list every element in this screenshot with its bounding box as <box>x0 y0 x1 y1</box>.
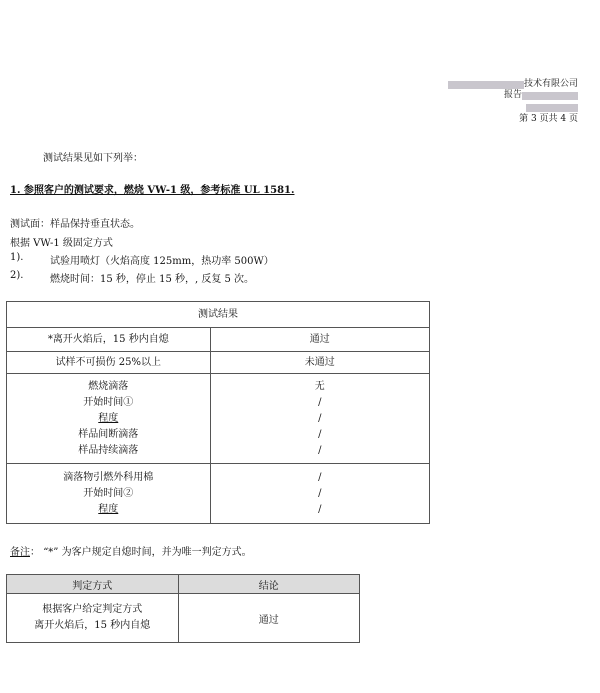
intermittent-drip-label: 样品间断滴落 <box>78 428 139 440</box>
degree-2-label: 程度 <box>98 503 119 515</box>
continuous-drip-label: 样品持续滴落 <box>78 444 139 456</box>
dripping-value: 无 <box>314 380 325 392</box>
page-number: 第 3 页共 4 页 <box>519 114 578 124</box>
test-result-table <box>6 301 430 524</box>
note <box>10 543 252 558</box>
verdict-table <box>6 574 360 643</box>
redacted-company-name <box>448 81 524 89</box>
dripping-labels-cell <box>7 374 211 464</box>
continuous-drip-value: / <box>318 444 322 456</box>
start-time-label: 开始时间① <box>83 396 134 408</box>
result-row-label: *离开火焰后，15 秒内自熄 <box>7 328 211 352</box>
start-time-2-label: 开始时间② <box>83 487 134 499</box>
start-time-value: / <box>318 396 322 408</box>
report-label: 报告 <box>503 90 522 100</box>
redacted-report-number <box>522 92 578 100</box>
note-colon: ： <box>30 547 40 558</box>
intermittent-drip-value: / <box>318 428 322 440</box>
cotton-ignition-labels-cell <box>7 464 211 524</box>
header-report-line <box>504 90 578 101</box>
redacted-field <box>526 104 578 112</box>
result-row-value: 未通过 <box>210 352 429 374</box>
result-row-value: 通过 <box>210 328 429 352</box>
intro-text: 测试结果见如下列举： <box>43 153 143 164</box>
test-surface-text: 测试面：样品保持垂直状态。 <box>10 219 140 230</box>
header-redacted-line <box>526 102 578 113</box>
dripping-label: 燃烧滴落 <box>88 380 129 392</box>
condition-item-1-number: 1). <box>10 252 24 263</box>
result-row-label: 试样不可损伤 25%以上 <box>7 352 211 374</box>
verdict-method-line-1: 根据客户给定判定方式 <box>42 604 143 615</box>
condition-item-2-text: 燃烧时间：15 秒，停止 15 秒，, 反复 5 次。 <box>50 274 255 285</box>
condition-item-2-number: 2). <box>10 270 24 281</box>
verdict-method-line-2: 离开火焰后，15 秒内自熄 <box>34 620 151 631</box>
cotton-ignition-value: / <box>318 471 322 483</box>
verdict-result: 通过 <box>178 594 359 643</box>
company-suffix: 技术有限公司 <box>523 79 578 89</box>
result-table-title: 测试结果 <box>7 302 430 328</box>
note-text: “*” 为客户规定自熄时间，并为唯一判定方式。 <box>43 547 252 558</box>
verdict-method-cell <box>7 594 179 643</box>
note-label: 备注 <box>10 547 30 558</box>
degree-label: 程度 <box>98 412 119 424</box>
section-title: 1. 参照客户的测试要求，燃烧 VW-1 级，参考标准 UL 1581. <box>10 185 295 196</box>
cotton-ignition-label: 滴落物引燃外科用棉 <box>63 471 154 483</box>
verdict-header-conclusion: 结论 <box>178 575 359 594</box>
degree-2-value: / <box>318 503 322 515</box>
dripping-values-cell <box>210 374 429 464</box>
fixing-method-text: 根据 VW-1 级固定方式 <box>10 238 113 249</box>
degree-value: / <box>318 412 322 424</box>
header-company-line <box>448 79 578 90</box>
condition-item-1-text: 试验用喷灯（火焰高度 125mm，热功率 500W） <box>50 256 274 267</box>
start-time-2-value: / <box>318 487 322 499</box>
verdict-header-method: 判定方式 <box>7 575 179 594</box>
cotton-ignition-values-cell <box>210 464 429 524</box>
